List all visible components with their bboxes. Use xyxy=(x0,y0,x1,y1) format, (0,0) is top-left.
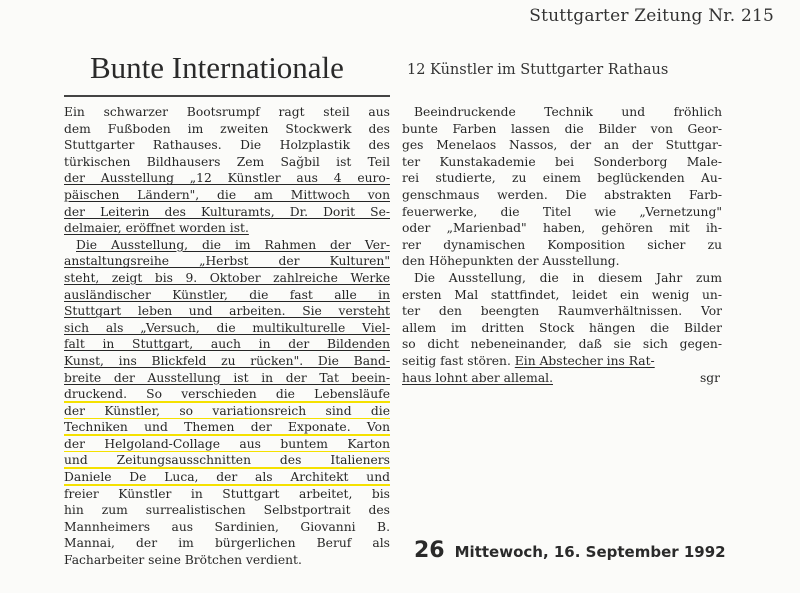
text-line: freier Künstler in Stuttgart arbeitet, bis xyxy=(64,486,390,501)
text-line: rer dynamischen Komposition sicher zu xyxy=(402,237,722,252)
text-line: Die Ausstellung, die in diesem Jahr zum xyxy=(414,270,722,285)
text-line-last xyxy=(402,370,722,387)
text-line-underlined: Die Ausstellung, die im Rahmen der Ver- xyxy=(76,237,390,252)
text-line: Mannheimers aus Sardinien, Giovanni B. xyxy=(64,519,390,534)
text-line-underlined: anstaltungsreihe „Herbst der Kulturen" xyxy=(64,254,390,269)
text-line-underlined: der Leiterin des Kulturamts, Dr. Dorit Se- xyxy=(64,204,390,219)
text-line: rei studierte, zu einem beglückenden Au- xyxy=(402,171,722,186)
text-line-underlined: der Ausstellung „12 Künstler aus 4 euro- xyxy=(64,171,390,186)
text-line: genschmaus werden. Die abstrakten Farb- xyxy=(402,187,722,202)
text-line: Mannai, der im bürgerlichen Beruf als xyxy=(64,536,390,551)
sentence-fragment: seitig fast stören. xyxy=(402,353,515,368)
text-line: feuerwerke, die Titel wie „Vernetzung" xyxy=(402,204,722,219)
text-line-highlighted: und Zeitungsausschnitten des Italieners xyxy=(64,453,390,468)
article-headline: Bunte Internationale xyxy=(90,50,344,85)
text-line: ges Menelaos Nassos, der an der Stuttgar- xyxy=(402,138,722,153)
footer-dateline xyxy=(414,538,726,563)
article-column-left xyxy=(64,104,390,569)
text-line: Beeindruckende Technik und fröhlich xyxy=(414,105,722,119)
text-line-underlined: Stuttgart leben und arbeiten. Sie versteht xyxy=(64,304,390,319)
text-line-highlighted: Daniele De Luca, der als Architekt und xyxy=(64,470,390,485)
article-column-right xyxy=(402,104,722,386)
text-line-underlined: Kunst, ins Blickfeld zu rücken". Die Band- xyxy=(64,353,390,368)
text-line-underlined: päischen Ländern", die am Mittwoch von xyxy=(64,187,390,202)
text-line: Ein schwarzer Bootsrumpf ragt steil aus xyxy=(64,105,390,119)
text-line-highlighted: der Künstler, so variationsreich sind die xyxy=(64,403,390,418)
text-line: Facharbeiter seine Brötchen verdient. xyxy=(64,553,302,568)
text-line-underlined: breite der Ausstellung ist in der Tat beein- xyxy=(64,370,390,385)
newspaper-source: Stuttgarter Zeitung Nr. 215 xyxy=(529,6,774,26)
text-line: so dicht nebeneinander, daß sie sich gegen- xyxy=(402,337,722,352)
text-line: allem im dritten Stock hängen die Bilder xyxy=(402,320,722,335)
text-line: dem Fußboden im zweiten Stockwerk des xyxy=(64,121,390,136)
underlined-fragment: Ein Abstecher ins Rat- xyxy=(514,353,655,368)
text-line-highlighted: der Helgoland-Collage aus buntem Karton xyxy=(64,436,390,451)
text-line: ter Kunstakademie bei Sonderborg Male- xyxy=(402,154,722,169)
text-line: ersten Mal stattfindet, leidet ein wenig un- xyxy=(402,287,722,302)
article-subheadline: 12 Künstler im Stuttgarter Rathaus xyxy=(407,62,669,78)
author-signature: sgr xyxy=(699,370,720,385)
publication-date: Mittewoch, 16. September 1992 xyxy=(454,543,726,561)
underlined-fragment: haus lohnt aber allemal. xyxy=(402,370,553,385)
text-line-highlighted: Techniken und Themen der Exponate. Von xyxy=(64,420,390,435)
text-line-underlined: falt in Stuttgart, auch in der Bildenden xyxy=(64,337,390,352)
text-line: oder „Marienbad" haben, gehören mit ih- xyxy=(402,221,722,236)
text-line-underlined: delmaier, eröffnet worden ist. xyxy=(64,221,249,236)
text-line: den Höhepunkten der Ausstellung. xyxy=(402,254,620,269)
text-line: ter den beengten Raumverhältnissen. Vor xyxy=(402,304,722,319)
text-line: Stuttgarter Rathauses. Die Holzplastik des xyxy=(64,138,390,153)
text-line: türkischen Bildhausers Zem Sağbil ist Teil xyxy=(64,154,390,169)
text-line: bunte Farben lassen die Bilder von Geor- xyxy=(402,121,722,136)
text-line-underlined: ausländischer Künstler, die fast alle in xyxy=(64,287,390,302)
text-line-underlined: steht, zeigt bis 9. Oktober zahlreiche Werke xyxy=(64,270,390,285)
headline-rule xyxy=(64,95,390,97)
page-number: 26 xyxy=(414,538,445,563)
text-line-highlighted: druckend. So verschieden die Lebensläufe xyxy=(64,387,390,402)
text-line-partly-underlined xyxy=(402,353,722,370)
text-line: hin zum surrealistischen Selbstportrait des xyxy=(64,503,390,518)
text-line-underlined: sich als „Versuch, die multikulturelle Viel- xyxy=(64,320,390,335)
